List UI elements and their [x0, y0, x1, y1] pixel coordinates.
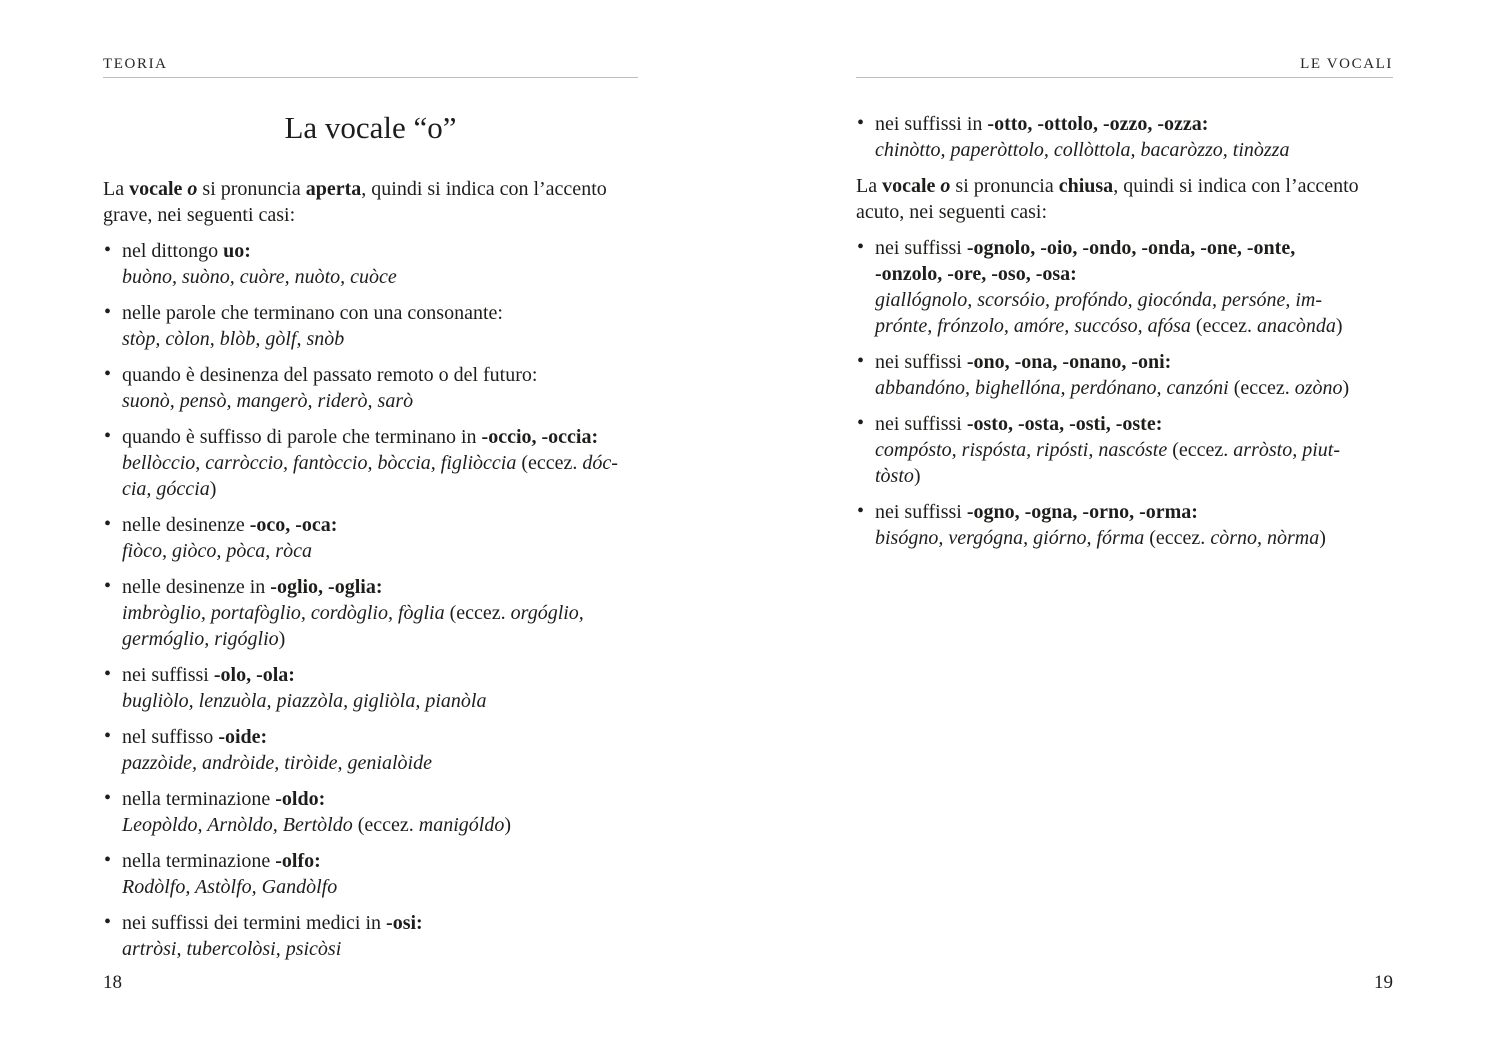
text-line: abbandóno, bighellóna, perdónano, canzóni (eccez. ozòno) [875, 377, 1350, 399]
text-line: nei suffissi -olo, -ola: [122, 664, 295, 686]
bullet-marker: • [104, 787, 112, 809]
text-line: bisógno, vergógna, giórno, fórma (eccez. còrno, nòrma) [875, 527, 1326, 549]
text-line: giallógnolo, scorsóio, profóndo, giocónda, persóne, im- [875, 289, 1323, 311]
bullet-item [103, 300, 638, 352]
bullet-item [103, 512, 638, 564]
paragraph [103, 176, 638, 228]
bullet-marker: • [857, 412, 865, 434]
bullet-item [856, 349, 1393, 401]
text-line: compósto, rispósta, ripósti, nascóste (eccez. arròsto, piut- [875, 439, 1340, 461]
text-line: nelle desinenze -oco, -oca: [122, 514, 338, 536]
bullet-marker: • [104, 575, 112, 597]
bullet-marker: • [104, 425, 112, 447]
page-right-content [856, 111, 1393, 551]
bullet-marker: • [857, 500, 865, 522]
text-line: nella terminazione -oldo: [122, 788, 326, 810]
text-line: nel dittongo uo: [122, 240, 251, 262]
text-line: Rodòlfo, Astòlfo, Gandòlfo [122, 876, 338, 898]
text-line: Leopòldo, Arnòldo, Bertòldo (eccez. manigóldo) [122, 814, 512, 836]
text-line: imbròglio, portafòglio, cordòglio, fòglia (eccez. orgóglio, [122, 602, 584, 624]
text-line: artròsi, tubercolòsi, psicòsi [122, 938, 342, 960]
page-left-header [103, 57, 638, 78]
text-line: bugliòlo, lenzuòla, piazzòla, gigliòla, pianòla [122, 690, 487, 712]
text-line: tòsto) [875, 465, 921, 487]
header-rule-left [103, 77, 638, 78]
text-line: suonò, pensò, mangerò, riderò, sarò [122, 390, 414, 412]
text-line: prónte, frónzolo, amóre, succóso, afósa (eccez. anacònda) [875, 315, 1343, 337]
text-line: pazzòide, andròide, tiròide, genialòide [122, 752, 432, 774]
bullet-marker: • [104, 663, 112, 685]
text-line: nelle parole che terminano con una consonante: [122, 302, 503, 324]
bullet-marker: • [857, 236, 865, 258]
text-line: quando è desinenza del passato remoto o del futuro: [122, 364, 538, 386]
text-line: nel suffisso -oide: [122, 726, 268, 748]
running-head-right: LE VOCALI [1300, 56, 1393, 72]
page-left [103, 57, 638, 962]
text-line: nei suffissi -ono, -ona, -onano, -oni: [875, 351, 1172, 373]
text-line: cia, góccia) [122, 478, 217, 500]
bullet-marker: • [857, 112, 865, 134]
bullet-marker: • [104, 911, 112, 933]
bullet-item [856, 235, 1393, 339]
text-line: grave, nei seguenti casi: [103, 204, 296, 226]
page-right-header [856, 57, 1393, 78]
bullet-item [103, 574, 638, 652]
page-right [856, 57, 1393, 551]
header-rule-right [856, 77, 1393, 78]
bullet-item [856, 499, 1393, 551]
text-line: quando è suffisso di parole che terminano in -occio, -occia: [122, 426, 599, 448]
bullet-item [103, 910, 638, 962]
text-line: chinòtto, paperòttolo, collòttola, bacaròzzo, tinòzza [875, 139, 1290, 161]
bullet-marker: • [104, 849, 112, 871]
text-line: nei suffissi dei termini medici in -osi: [122, 912, 423, 934]
text-line: bellòccio, carròccio, fantòccio, bòccia, figliòccia (eccez. dóc- [122, 452, 618, 474]
text-line: nei suffissi -osto, -osta, -osti, -oste: [875, 413, 1163, 435]
bullet-item [103, 238, 638, 290]
text-line: La vocale o si pronuncia chiusa, quindi si indica con l’accento [856, 175, 1359, 197]
text-line: fiòco, giòco, pòca, ròca [122, 540, 312, 562]
page-left-content [103, 176, 638, 962]
text-line: nei suffissi in -otto, -ottolo, -ozzo, -ozza: [875, 113, 1209, 135]
text-line: acuto, nei seguenti casi: [856, 201, 1048, 223]
bullet-marker: • [104, 513, 112, 535]
bullet-item [103, 724, 638, 776]
bullet-item [856, 411, 1393, 489]
running-head-left: TEORIA [103, 56, 168, 72]
page-number-right: 19 [1374, 972, 1393, 993]
page-number-left: 18 [103, 972, 122, 993]
paragraph [856, 173, 1393, 225]
bullet-item [103, 662, 638, 714]
bullet-marker: • [104, 239, 112, 261]
text-line: nelle desinenze in -oglio, -oglia: [122, 576, 383, 598]
text-line: buòno, suòno, cuòre, nuòto, cuòce [122, 266, 397, 288]
text-line: stòp, còlon, blòb, gòlf, snòb [122, 328, 345, 350]
bullet-marker: • [104, 301, 112, 323]
section-title: La vocale “o” [284, 110, 457, 145]
bullet-marker: • [104, 725, 112, 747]
bullet-item [103, 424, 638, 502]
bullet-item [856, 111, 1393, 163]
bullet-item [103, 848, 638, 900]
text-line: nei suffissi -ogno, -ogna, -orno, -orma: [875, 501, 1198, 523]
text-line: nei suffissi -ognolo, -oio, -ondo, -onda, -one, -onte, [875, 237, 1296, 259]
text-line: -onzolo, -ore, -oso, -osa: [875, 263, 1077, 285]
bullet-marker: • [104, 363, 112, 385]
bullet-item [103, 786, 638, 838]
bullet-marker: • [857, 350, 865, 372]
bullet-item [103, 362, 638, 414]
text-line: La vocale o si pronuncia aperta, quindi si indica con l’accento [103, 178, 607, 200]
text-line: germóglio, rigóglio) [122, 628, 286, 650]
text-line: nella terminazione -olfo: [122, 850, 321, 872]
